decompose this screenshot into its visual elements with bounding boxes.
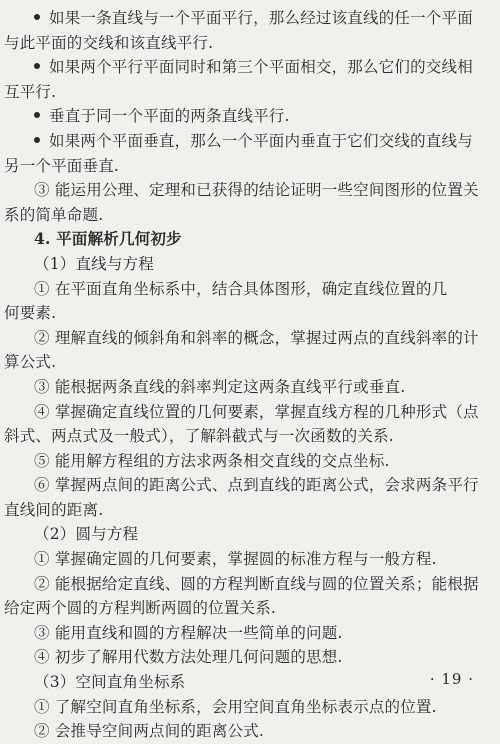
body-text [4, 6, 484, 744]
text-line [4, 621, 484, 646]
bullet-line [4, 55, 484, 80]
text-line [4, 473, 484, 498]
text-line [4, 596, 484, 621]
line-text: ② 能根据给定直线、圆的方程判断直线与圆的位置关系；能根据 [34, 574, 479, 593]
text-line [4, 227, 484, 252]
line-text: （3）空间直角坐标系 [34, 673, 186, 692]
text-line [4, 31, 484, 56]
line-text: 斜式、两点式及一般式），了解斜截式与一次函数的关系. [4, 427, 394, 446]
text-line [4, 572, 484, 597]
text-line [4, 178, 484, 203]
text-line [4, 154, 484, 179]
text-line [4, 645, 484, 670]
line-text: ① 了解空间直角坐标系，会用空间直角坐标表示点的位置. [34, 697, 437, 716]
page-number: · 19 · [429, 670, 474, 688]
bullet-icon [34, 14, 40, 20]
line-text: （2）圆与方程 [34, 525, 139, 544]
line-text: ③ 能用直线和圆的方程解决一些简单的问题. [34, 623, 343, 642]
text-line [4, 277, 484, 302]
text-line [4, 670, 484, 695]
text-line [4, 424, 484, 449]
line-text: ① 掌握确定圆的几何要素，掌握圆的标准方程与一般方程. [34, 550, 437, 569]
text-line [4, 547, 484, 572]
line-text: 4. 平面解析几何初步 [34, 229, 182, 249]
line-text: 另一个平面垂直. [4, 156, 120, 175]
line-text: 如果两个平面垂直，那么一个平面内垂直于它们交线的直线与 [49, 131, 473, 150]
line-text: ③ 能运用公理、定理和已获得的结论证明一些空间图形的位置关 [34, 181, 479, 200]
line-text: 与此平面的交线和该直线平行. [4, 33, 214, 52]
bullet-icon [34, 112, 40, 118]
line-text: 何要素. [4, 304, 57, 323]
line-text: 如果两个平行平面同时和第三个平面相交，那么它们的交线相 [49, 58, 473, 77]
text-line [4, 498, 484, 523]
bullet-line [4, 104, 484, 129]
text-line [4, 301, 484, 326]
text-line [4, 522, 484, 547]
line-text: （1）直线与方程 [34, 254, 154, 273]
line-text: ④ 掌握确定直线位置的几何要素，掌握直线方程的几种形式（点 [34, 402, 479, 421]
text-line [4, 695, 484, 720]
line-text: ⑥ 掌握两点间的距离公式、点到直线的距离公式，会求两条平行 [34, 476, 479, 495]
line-text: 给定两个圆的方程判断两圆的位置关系. [4, 599, 277, 618]
text-line [4, 449, 484, 474]
line-text: ⑤ 能用解方程组的方法求两条相交直线的交点坐标. [34, 451, 390, 470]
text-line [4, 375, 484, 400]
line-text: ② 理解直线的倾斜角和斜率的概念，掌握过两点的直线斜率的计 [34, 328, 479, 347]
line-text: 互平行. [4, 82, 57, 101]
line-text: ③ 能根据两条直线的斜率判定这两条直线平行或垂直. [34, 377, 406, 396]
bullet-line [4, 6, 484, 31]
line-text: 垂直于同一个平面的两条直线平行. [49, 107, 290, 126]
line-text: 如果一条直线与一个平面平行，那么经过该直线的任一个平面 [49, 9, 473, 27]
bullet-icon [34, 137, 40, 143]
line-text: 直线间的距离. [4, 500, 104, 519]
text-line [4, 203, 484, 228]
line-text: ② 会推导空间两点间的距离公式. [34, 722, 265, 741]
text-line [4, 400, 484, 425]
line-text: ① 在平面直角坐标系中，结合具体图形，确定直线位置的几 [34, 279, 448, 298]
line-text: ④ 初步了解用代数方法处理几何问题的思想. [34, 648, 343, 667]
text-line [4, 719, 484, 744]
bullet-line [4, 129, 484, 154]
text-line [4, 80, 484, 105]
line-text: 系的简单命题. [4, 205, 104, 224]
text-line [4, 326, 484, 351]
text-line [4, 350, 484, 375]
line-text: 算公式. [4, 353, 57, 372]
bullet-icon [34, 63, 40, 69]
text-line [4, 252, 484, 277]
